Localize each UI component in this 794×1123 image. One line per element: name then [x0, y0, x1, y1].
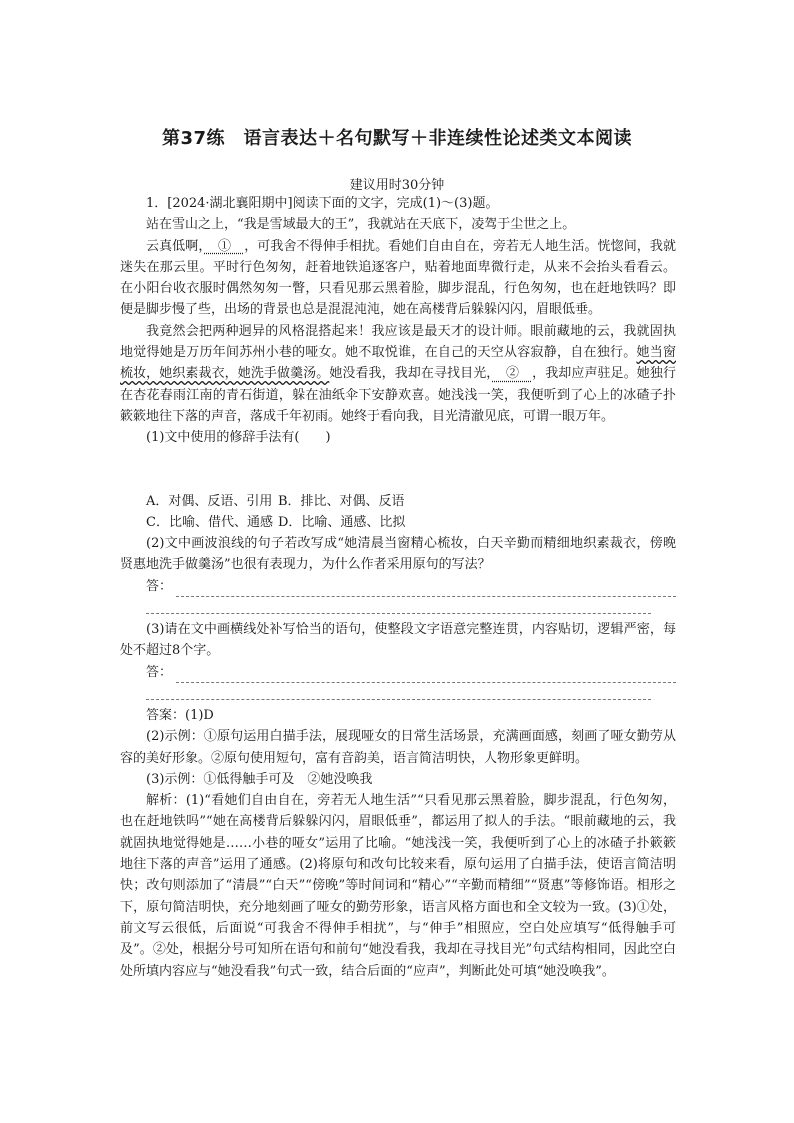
answer-line-q3: [120, 662, 676, 683]
option-b: B．排比、对偶、反语: [278, 493, 405, 509]
sub-question-3: (3)请在文中画横线处补写恰当的语句，使整段文字语意完整连贯，内容贴切，逻辑严密，每处不超过8个字。: [120, 622, 676, 659]
answer-3: (3)示例：①低得触手可及 ②她没唤我: [146, 771, 373, 787]
option-c: C．比喻、借代、通感: [146, 514, 273, 530]
page-title: 第37练 语言表达＋名句默写＋非连续性论述类文本阅读: [161, 128, 633, 149]
answer-2: (2)示例：①原句运用白描手法，展现哑女的日常生活场景，充满画面感，刻画了哑女勤劳从容的美好形象。②原句使用短句，富有音韵美，语言简洁明快，人物形象更鲜明。: [120, 729, 676, 766]
passage-paragraph-2: [120, 236, 676, 321]
analysis: 解析：(1)“看她们自由自在，旁若无人地生活”“只看见那云黑着脸，脚步混乱，行色匆匆，也在赶地铁吗”“她在高楼背后躲躲闪闪，眉眼低垂”，都运用了拟人的手法。“眼前藏地的云，我就固执地觉得她是……小巷的哑女”运用了比喻。“她浅浅一笑，我便听到了心上的冰碴子扑簌簌地往下落的声音”运用了通感。(2)将原句和改句比较来看，原句运用了白描手法，使语言简洁明快；改句则添加了“清晨”“白天”“傍晚”等时间词和“精心”“辛勤而精细”“贤惠”等修饰语。相形之下，原句简洁明快，充分地刻画了哑女的勤劳形象，语言风格方面也和全文较为一致。(3)①处，前文写云很低，后面说“可我舍不得伸手相扰”，与“伸手”相照应，空白处应填写“低得触手可及”。②处，根据分号可知所在语句和前句“她没看我，我却在寻找目光”句式结构相同，因此空白处所填内容应与“她没看我”句式一致，结合后面的“应声”，判断此处可填“她没唤我”。: [120, 793, 676, 979]
time-hint: 建议用时30分钟: [349, 178, 445, 193]
answer-label-q2: 答：: [146, 578, 173, 594]
sub-question-2: (2)文中画波浪线的句子若改写成“她清晨当窗精心梳妆，白天辛勤而精细地织素裁衣，傍晚贤惠地洗手做羹汤”也很有表现力，为什么作者采用原句的写法？: [120, 536, 676, 573]
blank-1: ①: [204, 238, 245, 254]
wavy-underlined-sentence: 她当窗梳妆，她织素裁衣，她洗手做羹汤。: [120, 345, 676, 382]
answer-line-q3-2: [146, 683, 651, 700]
options-list: [120, 491, 676, 534]
passage-paragraph-1: 站在雪山之上，“我是雪域最大的王”，我就站在天底下，凌驾于尘世之上。: [146, 217, 576, 233]
answer-line-q2-2: [146, 597, 651, 614]
answer-line-q2: [120, 576, 676, 597]
passage-paragraph-3: [120, 321, 676, 427]
option-a: A．对偶、反语、引用: [146, 493, 273, 509]
p3-text-c: ，我却应声驻足。她独行在杏花春雨江南的青石街道，躲在油纸伞下安静欢喜。她浅浅一笑，我便听到了心上的冰碴子扑簌簌地往下落的声音，落成千年初雨。她终于看向我，目光清澈见底，可谓一眼万年。: [120, 366, 676, 424]
answer-label-q3: 答：: [146, 664, 173, 680]
option-d: D．比喻、通感、比拟: [278, 514, 406, 530]
p3-text-b: 她没看我，我却在寻找目光，: [329, 366, 493, 382]
question-body: [120, 193, 676, 982]
answer-1: 答案：(1)D: [146, 707, 214, 723]
p3-text-a: 我竟然会把两种迥异的风格混搭起来！我应该是最天才的设计师。眼前藏地的云，我就固执地觉得她是万历年间苏州小巷的哑女。她不取悦谁，在自己的天空从容寂静，自在独行。: [120, 323, 676, 361]
p2-text-a: 云真低啊，: [146, 238, 205, 254]
sub-question-1: (1)文中使用的修辞手法有( ): [146, 430, 331, 446]
blank-2: ②: [492, 366, 533, 382]
p2-text-b: ，可我舍不得伸手相扰。看她们自由自在，旁若无人地生活。恍惚间，我就迷失在那云里。平时行色匆匆，赶着地铁追逐客户，贴着地面卑微行走，从来不会抬头看看云。在小阳台收衣服时偶然匆匆一瞥，只看见那云黑着脸，脚步混乱，行色匆匆，也在赶地铁吗？即便是脚步慢了些，出场的背景也总是混混沌沌，她在高楼背后躲躲闪闪，眉眼低垂。: [120, 238, 676, 318]
question-intro: 1．[2024·湖北襄阳期中]阅读下面的文字，完成(1)～(3)题。: [146, 196, 499, 211]
